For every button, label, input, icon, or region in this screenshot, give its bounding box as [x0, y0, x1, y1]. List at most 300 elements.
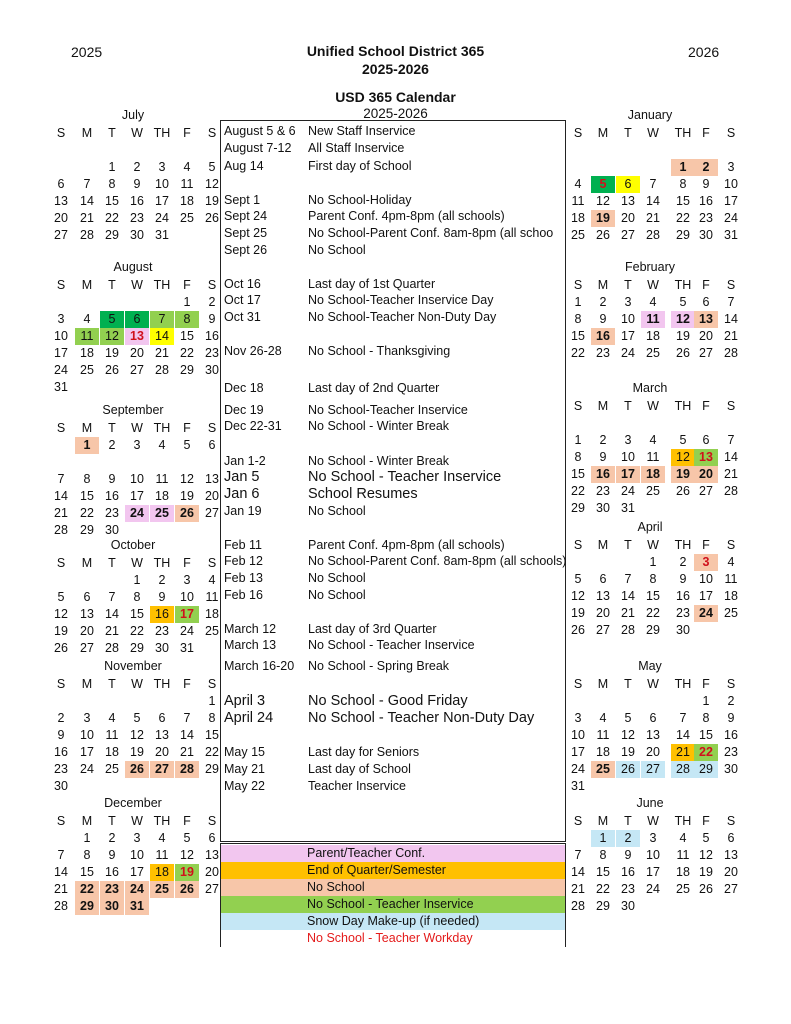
day-september-30: 30 [105, 523, 119, 537]
day-september-29: 29 [80, 523, 94, 537]
event-description: Parent Conf. 4pm-8pm (all schools) [308, 209, 505, 223]
weekday-header: TH [674, 126, 692, 140]
day-january-18: 18 [571, 211, 585, 225]
event-date: March 16-20 [224, 659, 295, 673]
event-date: Oct 31 [224, 310, 261, 324]
day-july-5: 5 [208, 160, 216, 174]
day-january-6: 6 [616, 176, 640, 193]
event-date: Jan 6 [224, 486, 260, 502]
day-november-25: 25 [105, 762, 119, 776]
day-november-22: 22 [205, 745, 219, 759]
weekday-header: T [624, 399, 632, 413]
event-description: Teacher Inservice [308, 779, 406, 793]
day-december-25: 25 [150, 881, 174, 898]
legend-item: Snow Day Make-up (if needed) [221, 913, 565, 930]
day-march-20: 20 [694, 466, 718, 483]
day-march-15: 15 [571, 467, 585, 481]
day-july-12: 12 [205, 177, 219, 191]
day-september-9: 9 [108, 472, 116, 486]
day-august-3: 3 [57, 312, 65, 326]
month-title-april: April [637, 520, 663, 534]
weekday-header: W [647, 538, 659, 552]
month-title-february: February [624, 260, 676, 274]
month-title-september: September [102, 403, 164, 417]
day-february-20: 20 [699, 329, 713, 343]
day-august-5: 5 [100, 311, 124, 328]
day-december-2: 2 [108, 831, 116, 845]
day-november-2: 2 [57, 711, 65, 725]
weekday-header: S [56, 421, 66, 435]
day-november-14: 14 [180, 728, 194, 742]
event-description: School Resumes [308, 486, 418, 502]
day-may-19: 19 [621, 745, 635, 759]
event-date: March 13 [224, 638, 277, 652]
day-november-10: 10 [80, 728, 94, 742]
day-july-28: 28 [80, 228, 94, 242]
day-november-26: 26 [125, 761, 149, 778]
month-title-july: July [121, 108, 145, 122]
month-title-march: March [632, 381, 668, 395]
day-september-17: 17 [130, 489, 144, 503]
weekday-header: M [597, 399, 609, 413]
day-december-23: 23 [100, 881, 124, 898]
day-july-10: 10 [155, 177, 169, 191]
day-october-30: 30 [155, 641, 169, 655]
day-august-29: 29 [180, 363, 194, 377]
event-date: Jan 5 [224, 469, 260, 485]
event-date: Oct 16 [224, 277, 261, 291]
day-may-5: 5 [624, 711, 632, 725]
event-description: No School - Winter Break [308, 419, 450, 433]
day-may-22: 22 [694, 744, 718, 761]
day-april-12: 12 [571, 589, 585, 603]
day-september-1: 1 [75, 437, 99, 454]
day-december-19: 19 [175, 864, 199, 881]
day-january-29: 29 [676, 228, 690, 242]
day-may-24: 24 [571, 762, 585, 776]
day-august-22: 22 [180, 346, 194, 360]
day-november-17: 17 [80, 745, 94, 759]
event-date: May 21 [224, 762, 265, 776]
day-june-9: 9 [624, 848, 632, 862]
day-october-24: 24 [180, 624, 194, 638]
day-may-20: 20 [646, 745, 660, 759]
day-october-7: 7 [108, 590, 116, 604]
weekday-header: S [726, 126, 736, 140]
day-july-23: 23 [130, 211, 144, 225]
day-july-7: 7 [83, 177, 91, 191]
day-january-10: 10 [724, 177, 738, 191]
event-date: May 15 [224, 745, 265, 759]
weekday-header: S [726, 814, 736, 828]
day-august-13: 13 [125, 328, 149, 345]
event-date: April 24 [224, 710, 274, 726]
day-june-27: 27 [724, 882, 738, 896]
day-july-17: 17 [155, 194, 169, 208]
day-march-11: 11 [646, 450, 660, 464]
year-right: 2026 [688, 44, 720, 60]
day-august-2: 2 [208, 295, 216, 309]
event-description: No School - Thanksgiving [308, 344, 451, 358]
weekday-header: M [597, 126, 609, 140]
day-march-23: 23 [596, 484, 610, 498]
day-october-25: 25 [205, 624, 219, 638]
day-june-17: 17 [646, 865, 660, 879]
day-september-13: 13 [205, 472, 219, 486]
day-april-17: 17 [699, 589, 713, 603]
day-august-19: 19 [105, 346, 119, 360]
event-description: All Staff Inservice [308, 141, 405, 155]
day-august-20: 20 [130, 346, 144, 360]
day-august-7: 7 [150, 311, 174, 328]
month-title-august: August [113, 260, 153, 274]
day-april-21: 21 [621, 606, 635, 620]
day-january-16: 16 [699, 194, 713, 208]
day-july-21: 21 [80, 211, 94, 225]
day-july-14: 14 [80, 194, 94, 208]
day-february-13: 13 [694, 311, 718, 328]
day-november-8: 8 [208, 711, 216, 725]
day-june-12: 12 [699, 848, 713, 862]
calendar-year: 2025-2026 [363, 106, 428, 121]
event-date: Oct 17 [224, 293, 261, 307]
day-october-2: 2 [158, 573, 166, 587]
weekday-header: S [56, 126, 66, 140]
day-june-20: 20 [724, 865, 738, 879]
day-april-1: 1 [649, 555, 657, 569]
weekday-header: F [702, 126, 710, 140]
weekday-header: M [597, 814, 609, 828]
day-march-16: 16 [591, 466, 615, 483]
weekday-header: M [81, 421, 93, 435]
weekday-header: M [81, 278, 93, 292]
event-description: No School [308, 571, 366, 585]
day-august-27: 27 [130, 363, 144, 377]
day-october-21: 21 [105, 624, 119, 638]
event-date: Aug 14 [224, 159, 264, 173]
day-november-13: 13 [155, 728, 169, 742]
day-january-21: 21 [646, 211, 660, 225]
day-december-26: 26 [175, 881, 199, 898]
weekday-header: S [726, 399, 736, 413]
day-february-17: 17 [621, 329, 635, 343]
day-april-10: 10 [699, 572, 713, 586]
event-date: Dec 18 [224, 381, 264, 395]
day-may-7: 7 [679, 711, 687, 725]
day-december-29: 29 [75, 898, 99, 915]
event-date: April 3 [224, 693, 266, 709]
event-date: Jan 1-2 [224, 454, 266, 468]
day-may-12: 12 [621, 728, 635, 742]
day-february-22: 22 [571, 346, 585, 360]
day-august-26: 26 [105, 363, 119, 377]
event-description: No School-Parent Conf. 8am-8pm (all schools) [308, 554, 567, 568]
day-february-11: 11 [641, 311, 665, 328]
day-june-29: 29 [596, 899, 610, 913]
day-january-7: 7 [649, 177, 657, 191]
day-april-19: 19 [571, 606, 585, 620]
weekday-header: M [81, 814, 93, 828]
day-march-14: 14 [724, 450, 738, 464]
day-april-7: 7 [624, 572, 632, 586]
weekday-header: F [702, 677, 710, 691]
day-august-6: 6 [125, 311, 149, 328]
day-september-16: 16 [105, 489, 119, 503]
day-june-26: 26 [699, 882, 713, 896]
weekday-header: S [207, 126, 217, 140]
event-date: Jan 19 [224, 504, 262, 518]
day-april-3: 3 [694, 554, 718, 571]
day-march-31: 31 [621, 501, 635, 515]
weekday-header: F [183, 278, 191, 292]
weekday-header: TH [674, 538, 692, 552]
day-april-14: 14 [621, 589, 635, 603]
day-april-20: 20 [596, 606, 610, 620]
day-april-25: 25 [724, 606, 738, 620]
day-july-22: 22 [105, 211, 119, 225]
day-december-21: 21 [54, 882, 68, 896]
day-march-1: 1 [574, 433, 582, 447]
day-august-16: 16 [205, 329, 219, 343]
event-description: No School-Teacher Non-Duty Day [308, 310, 497, 324]
day-september-19: 19 [180, 489, 194, 503]
day-october-3: 3 [183, 573, 191, 587]
day-november-24: 24 [80, 762, 94, 776]
day-april-23: 23 [676, 606, 690, 620]
day-march-26: 26 [676, 484, 690, 498]
day-june-18: 18 [676, 865, 690, 879]
event-description: Parent Conf. 4pm-8pm (all schools) [308, 538, 505, 552]
day-april-8: 8 [649, 572, 657, 586]
day-october-16: 16 [150, 606, 174, 623]
weekday-header: TH [674, 814, 692, 828]
day-july-13: 13 [54, 194, 68, 208]
day-november-4: 4 [108, 711, 116, 725]
day-june-24: 24 [646, 882, 660, 896]
weekday-header: S [573, 814, 583, 828]
weekday-header: S [726, 538, 736, 552]
weekday-header: TH [153, 126, 171, 140]
day-august-14: 14 [150, 328, 174, 345]
day-may-3: 3 [574, 711, 582, 725]
day-november-7: 7 [183, 711, 191, 725]
day-march-5: 5 [679, 433, 687, 447]
day-december-14: 14 [54, 865, 68, 879]
weekday-header: S [573, 126, 583, 140]
day-june-23: 23 [621, 882, 635, 896]
day-january-5: 5 [591, 176, 615, 193]
day-january-27: 27 [621, 228, 635, 242]
month-title-june: June [636, 796, 664, 810]
event-date: Sept 25 [224, 226, 268, 240]
weekday-header: S [573, 677, 583, 691]
day-august-25: 25 [80, 363, 94, 377]
day-august-11: 11 [75, 328, 99, 345]
event-date: Feb 13 [224, 571, 263, 585]
day-march-3: 3 [624, 433, 632, 447]
day-november-3: 3 [83, 711, 91, 725]
day-january-4: 4 [574, 177, 582, 191]
day-february-28: 28 [724, 346, 738, 360]
day-march-19: 19 [671, 466, 695, 483]
day-july-26: 26 [205, 211, 219, 225]
day-june-22: 22 [596, 882, 610, 896]
day-july-11: 11 [180, 177, 194, 191]
day-may-6: 6 [649, 711, 657, 725]
day-august-21: 21 [155, 346, 169, 360]
day-december-27: 27 [205, 882, 219, 896]
day-september-14: 14 [54, 489, 68, 503]
event-description: Last day of 2nd Quarter [308, 381, 440, 395]
day-september-21: 21 [54, 506, 68, 520]
day-june-30: 30 [621, 899, 635, 913]
weekday-header: S [207, 278, 217, 292]
day-november-11: 11 [105, 728, 119, 742]
weekday-header: F [702, 399, 710, 413]
day-june-19: 19 [699, 865, 713, 879]
weekday-header: TH [153, 556, 171, 570]
event-description: No School - Spring Break [308, 659, 450, 673]
event-date: Sept 24 [224, 209, 268, 223]
day-august-15: 15 [180, 329, 194, 343]
day-march-17: 17 [616, 466, 640, 483]
day-april-30: 30 [676, 623, 690, 637]
weekday-header: T [624, 677, 632, 691]
day-october-19: 19 [54, 624, 68, 638]
weekday-header: S [207, 421, 217, 435]
day-june-5: 5 [702, 831, 710, 845]
weekday-header: M [81, 677, 93, 691]
event-description: No School - Good Friday [308, 693, 468, 709]
day-march-27: 27 [699, 484, 713, 498]
day-december-10: 10 [130, 848, 144, 862]
day-april-5: 5 [574, 572, 582, 586]
day-january-1: 1 [671, 159, 695, 176]
day-march-9: 9 [599, 450, 607, 464]
day-november-12: 12 [130, 728, 144, 742]
event-description: No School - Teacher Non-Duty Day [308, 710, 535, 726]
day-july-18: 18 [180, 194, 194, 208]
day-november-20: 20 [155, 745, 169, 759]
event-date: Sept 26 [224, 243, 268, 257]
weekday-header: W [131, 677, 143, 691]
day-june-15: 15 [596, 865, 610, 879]
day-july-3: 3 [158, 160, 166, 174]
day-september-2: 2 [108, 438, 116, 452]
day-december-17: 17 [130, 865, 144, 879]
weekday-header: TH [153, 814, 171, 828]
event-date: Nov 26-28 [224, 344, 282, 358]
day-july-1: 1 [108, 160, 116, 174]
legend-item: End of Quarter/Semester [221, 862, 565, 879]
month-title-may: May [638, 659, 662, 673]
day-january-3: 3 [727, 160, 735, 174]
day-august-12: 12 [100, 328, 124, 345]
legend-item: No School - Teacher Workday [221, 930, 565, 947]
day-september-4: 4 [158, 438, 166, 452]
weekday-header: W [131, 126, 143, 140]
day-november-6: 6 [158, 711, 166, 725]
weekday-header: T [108, 814, 116, 828]
day-may-10: 10 [571, 728, 585, 742]
day-august-9: 9 [208, 312, 216, 326]
day-december-18: 18 [150, 864, 174, 881]
day-april-2: 2 [679, 555, 687, 569]
weekday-header: TH [153, 421, 171, 435]
weekday-header: F [183, 421, 191, 435]
event-description: No School [308, 504, 366, 518]
event-date: Feb 11 [224, 538, 262, 552]
day-july-2: 2 [133, 160, 141, 174]
day-march-4: 4 [649, 433, 657, 447]
day-october-12: 12 [54, 607, 68, 621]
day-june-28: 28 [571, 899, 585, 913]
event-date: March 12 [224, 622, 277, 636]
event-description: No School - Winter Break [308, 454, 450, 468]
day-april-22: 22 [646, 606, 660, 620]
day-september-26: 26 [175, 505, 199, 522]
day-august-30: 30 [205, 363, 219, 377]
day-february-10: 10 [621, 312, 635, 326]
day-november-30: 30 [54, 779, 68, 793]
day-october-17: 17 [175, 606, 199, 623]
day-july-6: 6 [57, 177, 65, 191]
day-september-23: 23 [105, 506, 119, 520]
event-description: No School - Teacher Inservice [308, 469, 502, 485]
weekday-header: M [81, 556, 93, 570]
day-october-11: 11 [205, 590, 219, 604]
day-november-15: 15 [205, 728, 219, 742]
day-february-7: 7 [727, 295, 735, 309]
day-september-6: 6 [208, 438, 216, 452]
day-september-20: 20 [205, 489, 219, 503]
day-may-23: 23 [724, 745, 738, 759]
day-july-4: 4 [183, 160, 191, 174]
day-august-10: 10 [54, 329, 68, 343]
day-october-1: 1 [133, 573, 141, 587]
day-march-22: 22 [571, 484, 585, 498]
event-description: New Staff Inservice [308, 124, 416, 138]
day-may-8: 8 [702, 711, 710, 725]
day-december-1: 1 [83, 831, 91, 845]
day-december-16: 16 [105, 865, 119, 879]
day-october-27: 27 [80, 641, 94, 655]
day-november-21: 21 [180, 745, 194, 759]
day-october-9: 9 [158, 590, 166, 604]
day-march-24: 24 [621, 484, 635, 498]
day-october-22: 22 [130, 624, 144, 638]
day-september-11: 11 [155, 472, 169, 486]
day-october-8: 8 [133, 590, 141, 604]
weekday-header: S [573, 399, 583, 413]
day-december-24: 24 [125, 881, 149, 898]
day-september-18: 18 [155, 489, 169, 503]
weekday-header: T [624, 278, 632, 292]
event-description: No School-Parent Conf. 8am-8pm (all schoo [308, 226, 554, 240]
day-august-18: 18 [80, 346, 94, 360]
day-march-28: 28 [724, 484, 738, 498]
event-date: Dec 19 [224, 403, 264, 417]
day-december-6: 6 [208, 831, 216, 845]
day-december-28: 28 [54, 899, 68, 913]
day-may-28: 28 [671, 761, 695, 778]
day-january-14: 14 [646, 194, 660, 208]
day-august-1: 1 [183, 295, 191, 309]
weekday-header: T [624, 538, 632, 552]
district-title: Unified School District 365 [306, 43, 485, 59]
weekday-header: M [597, 278, 609, 292]
day-january-9: 9 [702, 177, 710, 191]
